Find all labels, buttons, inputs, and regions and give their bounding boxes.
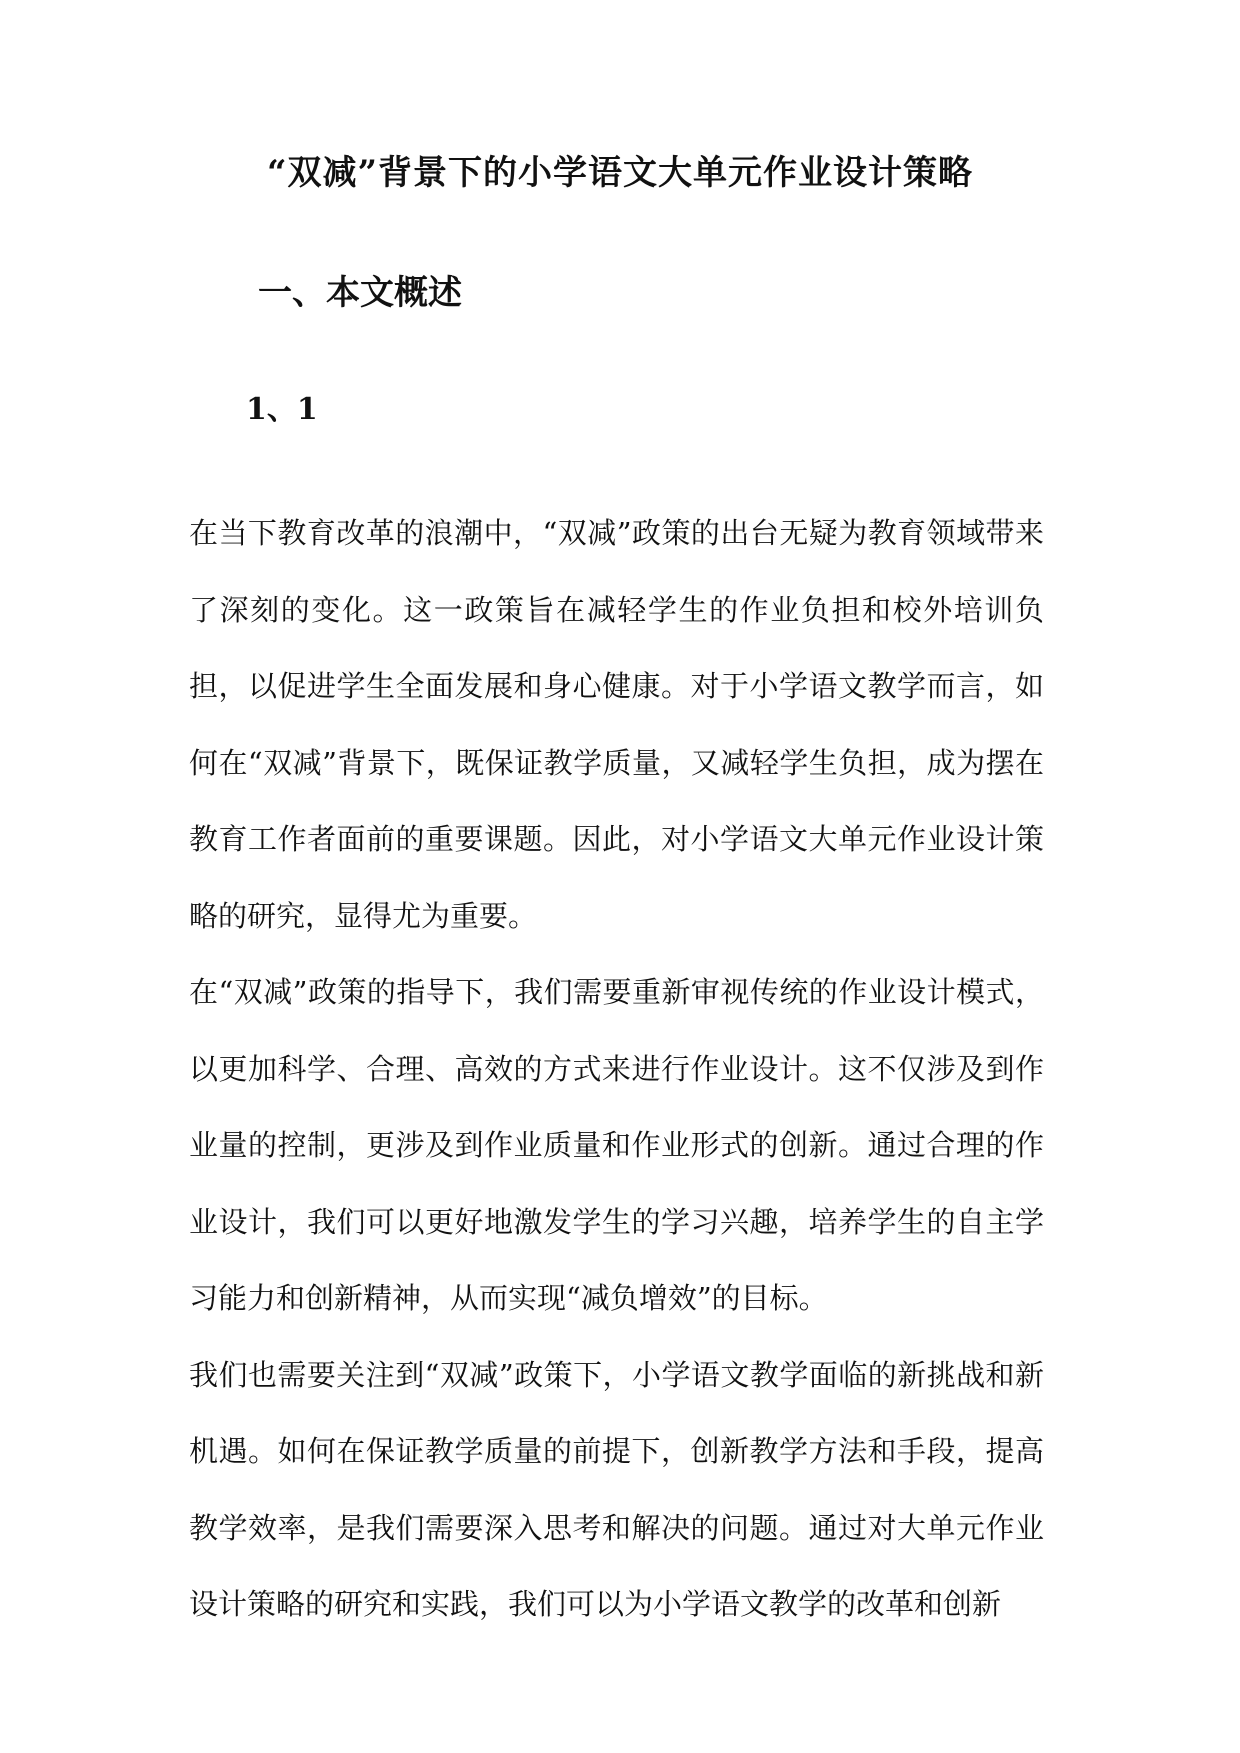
- document-title: “双减”背景下的小学语文大单元作业设计策略: [266, 153, 974, 193]
- paragraph-1: 在当下教育改革的浪潮中，“双减”政策的出台无疑为教育领域带来了深刻的变化。这一政策旨在减轻学生的作业负担和校外培训负担，以促进学生全面发展和身心健康。对于小学语文教学而言，如何在“双减”背景下，既保证教学质量，又减轻学生负担，成为摆在教育工作者面前的重要课题。因此，对小学语文大单元作业设计策略的研究，显得尤为重要。: [189, 516, 1044, 933]
- paragraph-3: 我们也需要关注到“双减”政策下，小学语文教学面临的新挑战和新机遇。如何在保证教学质量的前提下，创新教学方法和手段，提高教学效率，是我们需要深入思考和解决的问题。通过对大单元作业设计策略的研究和实践，我们可以为小学语文教学的改革和创新: [189, 1357, 1044, 1621]
- paragraph-2: 在“双减”政策的指导下，我们需要重新审视传统的作业设计模式，以更加科学、合理、高效的方式来进行作业设计。这不仅涉及到作业量的控制，更涉及到作业质量和作业形式的创新。通过合理的作业设计，我们可以更好地激发学生的学习兴趣，培养学生的自主学习能力和创新精神，从而实现“减负增效”的目标。: [189, 975, 1044, 1315]
- subsection-heading: 1、1: [246, 392, 318, 427]
- section-heading: 一、本文概述: [258, 273, 462, 313]
- body-text: [189, 495, 1044, 1643]
